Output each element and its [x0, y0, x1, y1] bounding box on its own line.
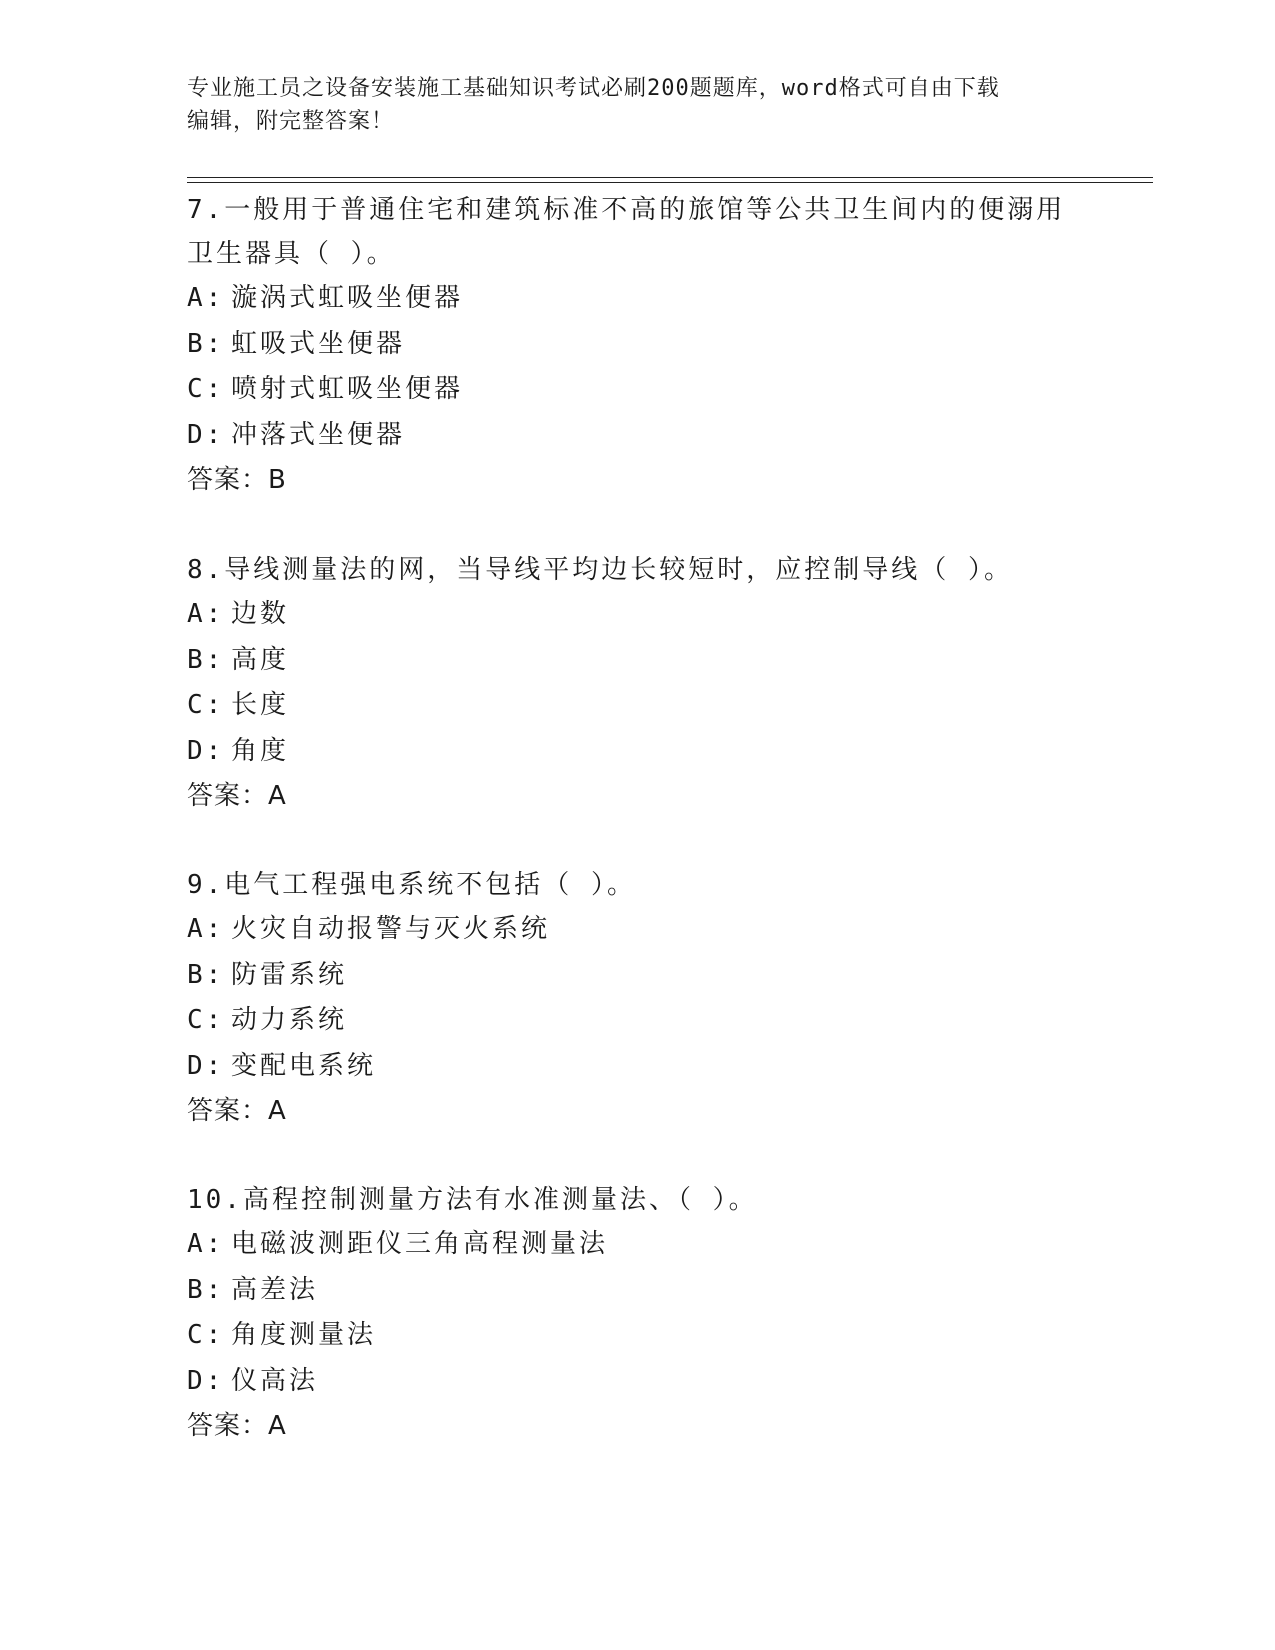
option-key: A: [187, 599, 225, 629]
question-10 [187, 1178, 1067, 1449]
question-stem-line: 7.一般用于普通住宅和建筑标准不高的旅馆等公共卫生间内的便溺用 [187, 195, 1066, 225]
option-text: 长度 [231, 690, 290, 720]
question-7 [187, 188, 1067, 503]
option-text: 喷射式虹吸坐便器 [231, 374, 464, 404]
header-divider-bottom [187, 182, 1153, 183]
option-a [187, 592, 1067, 638]
option-key: D: [187, 419, 225, 450]
option-text: 火灾自动报警与灭火系统 [231, 914, 551, 944]
question-stem-line: 卫生器具（ ）。 [187, 239, 396, 269]
header-line-2: 编辑，附完整答案！ [187, 109, 395, 134]
option-key: B: [187, 1274, 225, 1305]
option-a [187, 907, 1067, 953]
option-text: 虹吸式坐便器 [231, 328, 406, 359]
option-key: D: [187, 735, 225, 766]
option-text: 电磁波测距仪三角高程测量法 [231, 1229, 609, 1259]
question-stem-line: 8.导线测量法的网，当导线平均边长较短时，应控制导线（ ）。 [187, 555, 1013, 585]
option-c [187, 998, 1067, 1044]
option-text: 高差法 [231, 1274, 319, 1305]
question-stem-line: 9.电气工程强电系统不包括（ ）。 [187, 870, 636, 900]
option-d [187, 413, 1067, 459]
option-d [187, 1044, 1067, 1090]
answer-line: 答案：B [187, 465, 287, 495]
option-b [187, 322, 1067, 368]
option-key: A: [187, 914, 225, 944]
option-d [187, 1359, 1067, 1405]
answer-line: 答案：A [187, 1411, 287, 1441]
option-key: C: [187, 690, 225, 720]
option-c [187, 367, 1067, 413]
option-key: D: [187, 1050, 225, 1081]
option-text: 漩涡式虹吸坐便器 [231, 283, 464, 313]
option-c [187, 1313, 1067, 1359]
option-key: C: [187, 1320, 225, 1350]
option-text: 角度测量法 [231, 1320, 377, 1350]
question-stem [187, 548, 1067, 592]
answer-line: 答案：A [187, 1096, 287, 1126]
question-8 [187, 548, 1067, 819]
option-c [187, 683, 1067, 729]
option-text: 动力系统 [231, 1005, 348, 1035]
document-header [187, 72, 1067, 138]
option-key: D: [187, 1365, 225, 1396]
option-text: 仪高法 [231, 1365, 319, 1396]
question-stem-line: 10.高程控制测量方法有水准测量法、（ ）。 [187, 1185, 758, 1215]
option-key: B: [187, 328, 225, 359]
header-divider-top [187, 177, 1153, 178]
option-key: C: [187, 374, 225, 404]
option-a [187, 1222, 1067, 1268]
option-text: 边数 [231, 599, 290, 629]
option-b [187, 1268, 1067, 1314]
option-text: 高度 [231, 644, 290, 675]
option-text: 变配电系统 [231, 1050, 377, 1081]
question-9 [187, 863, 1067, 1134]
answer-line: 答案：A [187, 781, 287, 811]
option-key: B: [187, 644, 225, 675]
option-text: 防雷系统 [231, 959, 348, 990]
option-key: A: [187, 283, 225, 313]
question-stem [187, 1178, 1067, 1222]
option-b [187, 953, 1067, 999]
question-stem [187, 188, 1067, 276]
option-b [187, 638, 1067, 684]
option-key: B: [187, 959, 225, 990]
option-text: 角度 [231, 735, 290, 766]
option-text: 冲落式坐便器 [231, 419, 406, 450]
question-stem [187, 863, 1067, 907]
option-key: A: [187, 1229, 225, 1259]
header-line-1: 专业施工员之设备安装施工基础知识考试必刷200题题库，word格式可自由下载 [187, 76, 1000, 101]
option-d [187, 729, 1067, 775]
option-a [187, 276, 1067, 322]
option-key: C: [187, 1005, 225, 1035]
